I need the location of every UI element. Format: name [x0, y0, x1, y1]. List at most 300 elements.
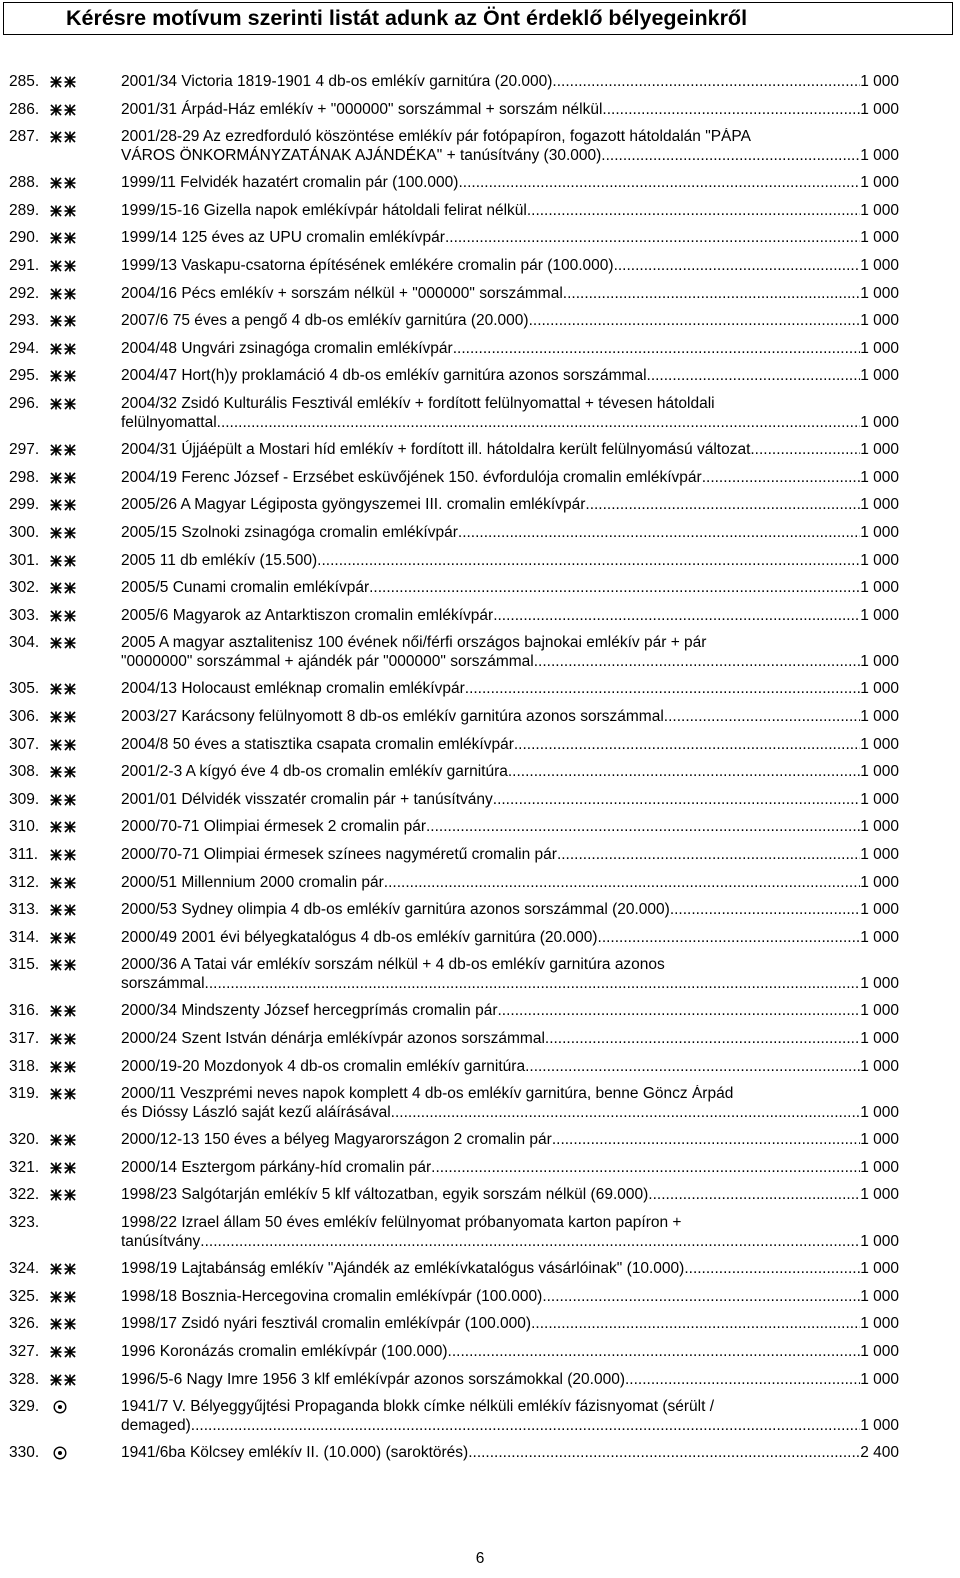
dot-leader: [525, 1058, 860, 1076]
list-item: [0, 736, 960, 764]
asterisk-icon: [50, 472, 62, 484]
description-line: [121, 1104, 899, 1122]
description-text: 2007/6 75 éves a pengő 4 db-os emlékív garnitúra (20.000): [121, 312, 529, 330]
condition-symbol: [50, 174, 114, 192]
list-item: [0, 901, 960, 929]
asterisk-icon: [64, 932, 76, 944]
description-line: [121, 524, 899, 542]
item-price: 1 000: [860, 1260, 899, 1278]
description-line: 2005 A magyar asztalitenisz 100 évének női/férfi országos bajnokai emlékív pár + pár: [121, 634, 707, 652]
asterisk-icon: [64, 1134, 76, 1146]
asterisk-icon: [50, 711, 62, 723]
asterisk-icon: [64, 637, 76, 649]
asterisk-icon: [64, 1318, 76, 1330]
item-number: 316.: [9, 1002, 40, 1020]
asterisk-icon: [64, 1291, 76, 1303]
dot-leader: [369, 579, 860, 597]
item-number: 319.: [9, 1085, 40, 1103]
description-line: 2000/36 A Tatai vár emlékív sorszám nélkül + 4 db-os emlékív garnitúra azonos: [121, 956, 665, 974]
dot-leader: [384, 874, 860, 892]
list-item: [0, 285, 960, 313]
item-number: 313.: [9, 901, 40, 919]
asterisk-icon: [64, 711, 76, 723]
asterisk-icon: [50, 104, 62, 116]
list-item: [0, 257, 960, 285]
asterisk-icon: [64, 1374, 76, 1386]
asterisk-icon: [64, 739, 76, 751]
asterisk-icon: [50, 1291, 62, 1303]
description-line: [121, 818, 899, 836]
dot-leader: [426, 818, 860, 836]
condition-symbol: [50, 634, 114, 652]
description-text: 2004/47 Hort(h)y proklamáció 4 db-os emlékív garnitúra azonos sorszámmal: [121, 367, 647, 385]
item-number: 296.: [9, 395, 40, 413]
description-line: [121, 1343, 899, 1361]
item-number: 303.: [9, 606, 40, 624]
item-price: 1 000: [860, 1315, 899, 1333]
item-number: 315.: [9, 956, 40, 974]
asterisk-icon: [50, 76, 62, 88]
dot-leader: [458, 524, 860, 542]
condition-symbol: [50, 1398, 114, 1416]
condition-symbol: [50, 1214, 114, 1232]
item-number: 322.: [9, 1186, 40, 1204]
description-text: 2000/53 Sydney olimpia 4 db-os emlékív garnitúra azonos sorszámmal (20.000): [121, 901, 670, 919]
dot-leader: [498, 1002, 861, 1020]
description-text: 2005/26 A Magyar Légiposta gyöngyszemei III. cromalin emlékívpár: [121, 496, 586, 514]
asterisk-icon: [64, 1263, 76, 1275]
description-text: 1996/5-6 Nagy Imre 1956 3 klf emlékívpár azonos sorszámokkal (20.000): [121, 1370, 625, 1388]
description-text: 2000/49 2001 évi bélyegkatalógus 4 db-os emlékív garnitúra (20.000): [121, 928, 598, 946]
asterisk-icon: [50, 398, 62, 410]
condition-symbol: [50, 874, 114, 892]
item-description: [121, 956, 899, 993]
list-item: [0, 524, 960, 552]
condition-symbol: [50, 73, 114, 91]
item-price: 1 000: [860, 174, 899, 192]
item-description: [121, 901, 899, 919]
dot-leader: [601, 147, 860, 165]
description-text: tanúsítvány: [121, 1232, 201, 1250]
item-price: 1 000: [860, 1232, 899, 1250]
description-text: 2005/6 Magyarok az Antarktiszon cromalin emlékívpár: [121, 606, 494, 624]
item-price: 1 000: [860, 146, 899, 164]
item-price: 1 000: [860, 257, 899, 275]
description-line: [121, 340, 899, 358]
list-item: [0, 202, 960, 230]
item-price: 1 000: [860, 928, 899, 946]
asterisk-icon: [64, 444, 76, 456]
list-item: [0, 634, 960, 680]
item-price: 1 000: [860, 312, 899, 330]
item-description: [121, 1371, 899, 1389]
condition-symbol: [50, 1444, 114, 1462]
description-text: 1998/18 Bosznia-Hercegovina cromalin emlékívpár (100.000): [121, 1287, 543, 1305]
item-price: 1 000: [860, 1287, 899, 1305]
item-number: 317.: [9, 1030, 40, 1047]
item-number: 286.: [9, 100, 40, 118]
dot-leader: [217, 414, 861, 432]
description-line: [121, 579, 899, 597]
item-price: 1 000: [860, 1186, 899, 1204]
list-item: [0, 552, 960, 580]
item-description: [121, 73, 899, 91]
asterisk-icon: [64, 131, 76, 143]
condition-symbol: [50, 579, 114, 597]
asterisk-icon: [64, 959, 76, 971]
item-description: [121, 791, 899, 809]
dot-leader: [205, 975, 861, 993]
description-line: [121, 1371, 899, 1389]
condition-symbol: [50, 607, 114, 625]
asterisk-icon: [50, 232, 62, 244]
asterisk-icon: [50, 1033, 62, 1045]
item-description: [121, 874, 899, 892]
description-line: [121, 791, 899, 809]
asterisk-icon: [50, 932, 62, 944]
asterisk-icon: [50, 499, 62, 511]
item-description: [121, 634, 899, 671]
list-item: [0, 367, 960, 395]
dot-leader: [448, 1343, 861, 1361]
condition-symbol: [50, 1030, 114, 1048]
description-text: 2004/16 Pécs emlékív + sorszám nélkül + "000000" sorszámmal: [121, 284, 563, 302]
condition-symbol: [50, 791, 114, 809]
item-number: 304.: [9, 634, 40, 652]
condition-symbol: [50, 1260, 114, 1278]
description-text: 1999/14 125 éves az UPU cromalin emlékívpár: [121, 229, 445, 247]
asterisk-icon: [50, 877, 62, 889]
item-number: 306.: [9, 707, 40, 725]
asterisk-icon: [64, 1005, 76, 1017]
dot-leader: [508, 763, 860, 781]
description-text: 1999/11 Felvidék hazatért cromalin pár (100.000): [121, 174, 459, 192]
dot-leader: [625, 1371, 860, 1389]
list-item: [0, 680, 960, 708]
item-description: [121, 469, 899, 487]
description-line: [121, 367, 899, 385]
item-description: [121, 496, 899, 514]
list-item: [0, 1315, 960, 1343]
item-number: 292.: [9, 284, 40, 302]
description-text: 2004/13 Holocaust emléknap cromalin emlékívpár: [121, 680, 465, 698]
item-number: 308.: [9, 763, 40, 781]
condition-symbol: [50, 285, 114, 303]
condition-symbol: [50, 708, 114, 726]
asterisk-icon: [50, 794, 62, 806]
condition-symbol: [50, 929, 114, 947]
description-line: [121, 1288, 899, 1306]
list-item: [0, 174, 960, 202]
item-number: 291.: [9, 257, 40, 275]
item-description: [121, 128, 899, 165]
description-line: [121, 1131, 899, 1149]
item-description: [121, 929, 899, 947]
description-text: VÁROS ÖNKORMÁNYZATÁNAK AJÁNDÉKA" + tanúsítvány (30.000): [121, 146, 602, 164]
description-line: [121, 736, 899, 754]
item-number: 311.: [9, 845, 39, 863]
condition-symbol: [50, 496, 114, 514]
item-price: 1 000: [860, 790, 899, 808]
description-text: felülnyomattal: [121, 413, 217, 431]
condition-symbol: [50, 818, 114, 836]
dot-leader: [529, 312, 861, 330]
item-price: 1 000: [860, 551, 899, 569]
asterisk-icon: [64, 76, 76, 88]
item-price: 1 000: [860, 818, 899, 836]
item-number: 326.: [9, 1315, 40, 1333]
asterisk-icon: [50, 1061, 62, 1073]
item-number: 309.: [9, 790, 40, 808]
list-item: [0, 128, 960, 174]
condition-symbol: [50, 846, 114, 864]
item-number: 301.: [9, 551, 40, 569]
description-line: [121, 874, 899, 892]
description-text: 2000/70-71 Olimpiai érmesek színees nagyméretű cromalin pár: [121, 845, 557, 863]
asterisk-icon: [50, 315, 62, 327]
asterisk-icon: [64, 821, 76, 833]
description-text: 2005 11 db emlékív (15.500): [121, 551, 318, 569]
stamp-list: [0, 73, 960, 1472]
description-line: [121, 1058, 899, 1076]
asterisk-icon: [50, 766, 62, 778]
description-text: 2000/70-71 Olimpiai érmesek 2 cromalin pár: [121, 818, 426, 836]
item-price: 1 000: [860, 1103, 899, 1121]
condition-symbol: [50, 340, 114, 358]
item-description: [121, 1214, 899, 1251]
dot-leader: [598, 929, 861, 947]
asterisk-icon: [50, 205, 62, 217]
item-number: 290.: [9, 229, 40, 247]
item-price: 1 000: [860, 579, 899, 597]
item-number: 307.: [9, 735, 40, 753]
description-line: [121, 285, 899, 303]
list-item: [0, 1288, 960, 1316]
dot-leader: [191, 1417, 860, 1435]
description-line: [121, 1315, 899, 1333]
description-text: 1998/23 Salgótarján emlékív 5 klf változatban, egyik sorszám nélkül (69.000): [121, 1186, 649, 1204]
asterisk-icon: [50, 904, 62, 916]
dot-leader: [614, 257, 861, 275]
item-description: [121, 1343, 899, 1361]
item-description: [121, 1085, 899, 1122]
item-price: 1 000: [860, 413, 899, 431]
item-description: [121, 1260, 899, 1278]
description-line: [121, 1444, 899, 1462]
item-number: 310.: [9, 818, 40, 836]
header-title: Kérésre motívum szerinti listát adunk az Önt érdeklő bélyegeinkről: [66, 6, 748, 30]
asterisk-icon: [64, 766, 76, 778]
asterisk-icon: [64, 177, 76, 189]
list-item: [0, 496, 960, 524]
description-text: 2001/01 Délvidék visszatér cromalin pár + tanúsítvány: [121, 790, 493, 808]
dot-leader: [552, 73, 860, 91]
item-price: 1 000: [860, 1416, 899, 1434]
condition-symbol: [50, 1315, 114, 1333]
description-text: "0000000" sorszámmal + ajándék pár "000000" sorszámmal: [121, 652, 534, 670]
description-text: sorszámmal: [121, 974, 205, 992]
dot-leader: [750, 441, 860, 459]
asterisk-icon: [64, 1033, 76, 1045]
list-item: [0, 874, 960, 902]
description-line: [121, 846, 899, 864]
condition-symbol: [50, 367, 114, 385]
condition-symbol: [50, 257, 114, 275]
description-line: [121, 202, 899, 220]
description-line: [121, 414, 899, 432]
dot-leader: [585, 496, 860, 514]
condition-symbol: [50, 395, 114, 413]
item-number: 330.: [9, 1444, 40, 1462]
condition-symbol: [50, 1058, 114, 1076]
asterisk-icon: [64, 370, 76, 382]
item-description: [121, 1398, 899, 1435]
dot-leader: [647, 367, 861, 385]
item-price: 1 000: [860, 652, 899, 670]
condition-symbol: [50, 1131, 114, 1149]
asterisk-icon: [50, 177, 62, 189]
item-price: 1 000: [860, 1131, 899, 1149]
item-description: [121, 285, 899, 303]
description-text: 2000/24 Szent István dénárja emlékívpár azonos sorszámmal: [121, 1030, 545, 1047]
item-price: 1 000: [860, 73, 899, 90]
list-item: [0, 1002, 960, 1030]
asterisk-icon: [64, 527, 76, 539]
description-text: 2001/31 Árpád-Ház emlékív + "000000" sorszámmal + sorszám nélkül: [121, 100, 603, 118]
dot-leader: [648, 1186, 860, 1204]
item-number: 299.: [9, 496, 40, 514]
item-number: 327.: [9, 1342, 40, 1360]
dot-leader: [531, 1315, 860, 1333]
asterisk-icon: [50, 1005, 62, 1017]
asterisk-icon: [64, 582, 76, 594]
condition-symbol: [50, 552, 114, 570]
item-price: 1 000: [860, 735, 899, 753]
asterisk-icon: [64, 877, 76, 889]
item-price: 1 000: [860, 845, 899, 863]
asterisk-icon: [64, 794, 76, 806]
description-line: [121, 1159, 899, 1177]
item-price: 1 000: [860, 496, 899, 514]
description-line: [121, 763, 899, 781]
dot-leader: [563, 285, 860, 303]
dot-leader: [534, 653, 860, 671]
asterisk-icon: [50, 288, 62, 300]
dot-leader: [458, 174, 860, 192]
item-description: [121, 763, 899, 781]
description-text: 2005/5 Cunami cromalin emlékívpár: [121, 579, 370, 597]
asterisk-icon: [50, 343, 62, 355]
item-price: 1 000: [860, 1030, 899, 1047]
dot-leader: [602, 101, 860, 119]
asterisk-icon: [50, 555, 62, 567]
item-number: 321.: [9, 1158, 40, 1176]
condition-symbol: [50, 1085, 114, 1103]
description-text: 2004/31 Újjáépült a Mostari híd emlékív + fordított ill. hátoldalra került felülnyomású változat: [121, 441, 751, 459]
condition-symbol: [50, 736, 114, 754]
item-number: 318.: [9, 1057, 40, 1075]
item-number: 289.: [9, 201, 40, 219]
dot-leader: [317, 552, 860, 570]
dot-leader: [664, 708, 860, 726]
item-number: 294.: [9, 339, 40, 357]
list-item: [0, 791, 960, 819]
asterisk-icon: [64, 205, 76, 217]
condition-symbol: [50, 1186, 114, 1204]
item-price: 2 400: [860, 1444, 899, 1462]
asterisk-icon: [64, 683, 76, 695]
item-price: 1 000: [860, 468, 899, 486]
description-text: demaged): [121, 1416, 191, 1434]
asterisk-icon: [64, 1346, 76, 1358]
item-description: [121, 607, 899, 625]
description-line: [121, 174, 899, 192]
list-item: [0, 229, 960, 257]
dot-leader: [453, 340, 860, 358]
dot-leader: [670, 901, 860, 919]
asterisk-icon: [50, 131, 62, 143]
list-item: [0, 1371, 960, 1399]
item-description: [121, 579, 899, 597]
item-price: 1 000: [860, 339, 899, 357]
item-number: 287.: [9, 128, 40, 146]
asterisk-icon: [50, 582, 62, 594]
condition-symbol: [50, 1288, 114, 1306]
condition-symbol: [50, 101, 114, 119]
item-description: [121, 1288, 899, 1306]
dot-leader: [431, 1159, 860, 1177]
item-description: [121, 202, 899, 220]
item-price: 1 000: [860, 1002, 899, 1020]
list-item: [0, 579, 960, 607]
asterisk-icon: [50, 1162, 62, 1174]
dot-leader: [514, 736, 860, 754]
asterisk-icon: [64, 260, 76, 272]
asterisk-icon: [64, 232, 76, 244]
item-price: 1 000: [860, 1158, 899, 1176]
description-line: [121, 653, 899, 671]
description-line: [121, 257, 899, 275]
dot-leader: [545, 1030, 860, 1048]
list-item: [0, 956, 960, 1002]
dot-leader: [527, 202, 860, 220]
description-line: [121, 312, 899, 330]
list-item: [0, 395, 960, 441]
list-item: [0, 101, 960, 129]
item-description: [121, 257, 899, 275]
dot-leader: [684, 1260, 860, 1278]
dot-leader: [493, 791, 860, 809]
item-description: [121, 1058, 899, 1076]
item-price: 1 000: [860, 1057, 899, 1075]
asterisk-icon: [64, 499, 76, 511]
condition-symbol: [50, 128, 114, 146]
asterisk-icon: [50, 260, 62, 272]
description-line: [121, 1260, 899, 1278]
list-item: [0, 469, 960, 497]
description-text: 2003/27 Karácsony felülnyomott 8 db-os emlékív garnitúra azonos sorszámmal: [121, 707, 664, 725]
item-price: 1 000: [860, 229, 899, 247]
asterisk-icon: [64, 904, 76, 916]
description-text: 1996 Koronázás cromalin emlékívpár (100.000): [121, 1342, 448, 1360]
description-text: 2005/15 Szolnoki zsinagóga cromalin emlékívpár: [121, 523, 458, 541]
description-line: [121, 496, 899, 514]
item-price: 1 000: [860, 201, 899, 219]
item-price: 1 000: [860, 873, 899, 891]
item-description: [121, 1159, 899, 1177]
asterisk-icon: [50, 1088, 62, 1100]
list-item: [0, 1444, 960, 1472]
